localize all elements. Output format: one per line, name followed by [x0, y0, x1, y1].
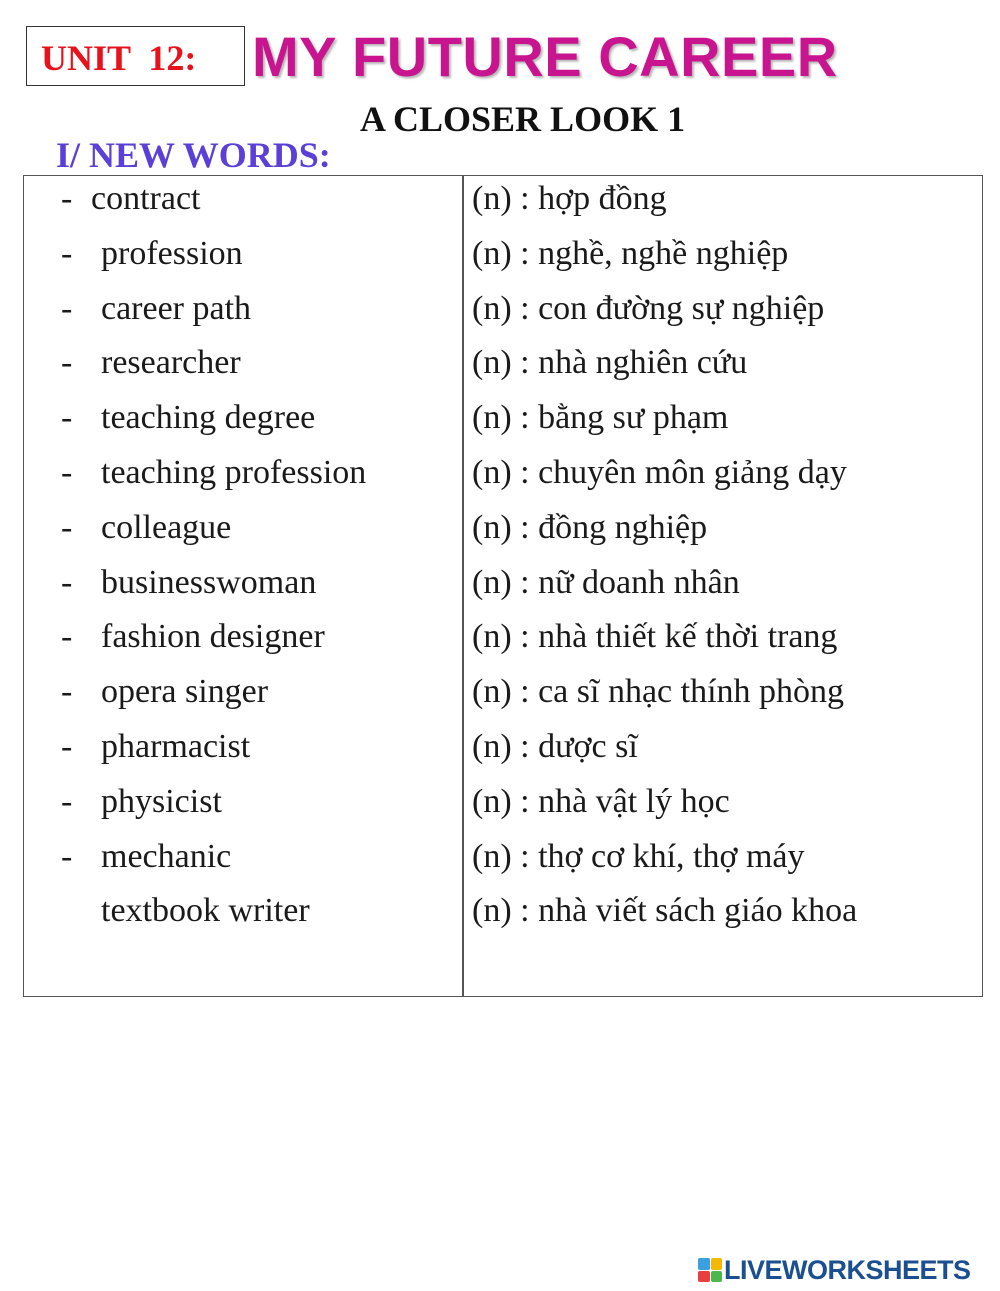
vocab-row — [24, 174, 982, 224]
vocab-meaning: (n) : nữ doanh nhân — [472, 563, 740, 601]
section-heading: I/ NEW WORDS: — [56, 135, 331, 175]
vocab-meaning: (n) : con đường sự nghiệp — [472, 289, 825, 327]
vocab-meaning: (n) : thợ cơ khí, thợ máy — [472, 837, 805, 875]
vocab-row — [24, 612, 982, 662]
vocab-row — [24, 503, 982, 553]
liveworksheets-logo-icon — [698, 1258, 722, 1282]
vocab-dash: - — [61, 180, 73, 217]
vocab-meaning: (n) : chuyên môn giảng dạy — [472, 454, 847, 491]
vocab-row — [24, 229, 982, 279]
vocab-row — [24, 832, 982, 882]
vocab-term: teaching degree — [101, 399, 316, 437]
vocab-dash: - — [61, 289, 73, 327]
logo-square — [711, 1271, 723, 1283]
vocab-dash: - — [61, 673, 73, 711]
vocab-meaning: (n) : nhà vật lý học — [472, 782, 730, 820]
vocab-meaning: (n) : nhà viết sách giáo khoa — [472, 892, 858, 930]
vocab-meaning: (n) : ca sĩ nhạc thính phòng — [472, 673, 845, 711]
vocab-row — [24, 667, 982, 717]
unit-label: UNIT 12: — [41, 38, 197, 78]
vocab-dash: - — [61, 454, 73, 491]
vocab-dash: - — [61, 234, 73, 272]
vocab-term: fashion designer — [101, 618, 325, 656]
vocab-dash: - — [61, 563, 73, 601]
vocab-dash: - — [61, 782, 73, 820]
vocab-meaning: (n) : dược sĩ — [472, 728, 638, 765]
vocab-dash: - — [61, 508, 73, 546]
vocab-dash: - — [61, 399, 73, 437]
vocab-row — [24, 722, 982, 772]
liveworksheets-brand: LIVEWORKSHEETS — [724, 1254, 971, 1285]
liveworksheets-logo — [698, 1254, 971, 1286]
logo-square — [698, 1258, 710, 1270]
unit-label-box — [26, 26, 245, 86]
vocab-term: profession — [101, 234, 243, 272]
page-title: MY FUTURE CAREER — [252, 25, 838, 88]
vocab-meaning: (n) : nhà nghiên cứu — [472, 344, 748, 382]
vocab-row — [24, 886, 982, 936]
vocab-row — [24, 393, 982, 443]
vocab-dash: - — [61, 728, 73, 765]
vocab-dash: - — [61, 837, 73, 875]
lesson-subtitle: A CLOSER LOOK 1 — [360, 99, 686, 139]
vocab-term: teaching profession — [101, 454, 367, 491]
vocab-term: colleague — [101, 508, 232, 546]
vocab-row — [24, 284, 982, 334]
vocab-term: researcher — [101, 344, 241, 382]
vocab-term: career path — [101, 289, 252, 327]
vocab-meaning: (n) : đồng nghiệp — [472, 508, 708, 546]
vocab-term: mechanic — [101, 837, 232, 875]
vocab-dash: - — [61, 344, 73, 382]
vocab-meaning: (n) : nghề, nghề nghiệp — [472, 234, 789, 272]
vocab-term: opera singer — [101, 673, 269, 711]
vocab-row — [24, 448, 982, 498]
vocab-term: textbook writer — [101, 892, 310, 930]
vocab-dash: - — [61, 618, 73, 656]
vocab-row — [24, 338, 982, 388]
logo-square — [711, 1258, 723, 1270]
vocab-row — [24, 558, 982, 608]
vocabulary-table — [23, 175, 983, 997]
vocab-term: pharmacist — [101, 728, 251, 765]
logo-square — [698, 1271, 710, 1283]
vocab-meaning: (n) : bằng sư phạm — [472, 399, 729, 437]
vocab-term: businesswoman — [101, 563, 317, 601]
vocab-row — [24, 777, 982, 827]
vocab-meaning: (n) : nhà thiết kế thời trang — [472, 618, 838, 656]
vocab-term: contract — [91, 180, 201, 217]
vocab-term: physicist — [101, 782, 222, 820]
vocab-meaning: (n) : hợp đồng — [472, 180, 667, 217]
